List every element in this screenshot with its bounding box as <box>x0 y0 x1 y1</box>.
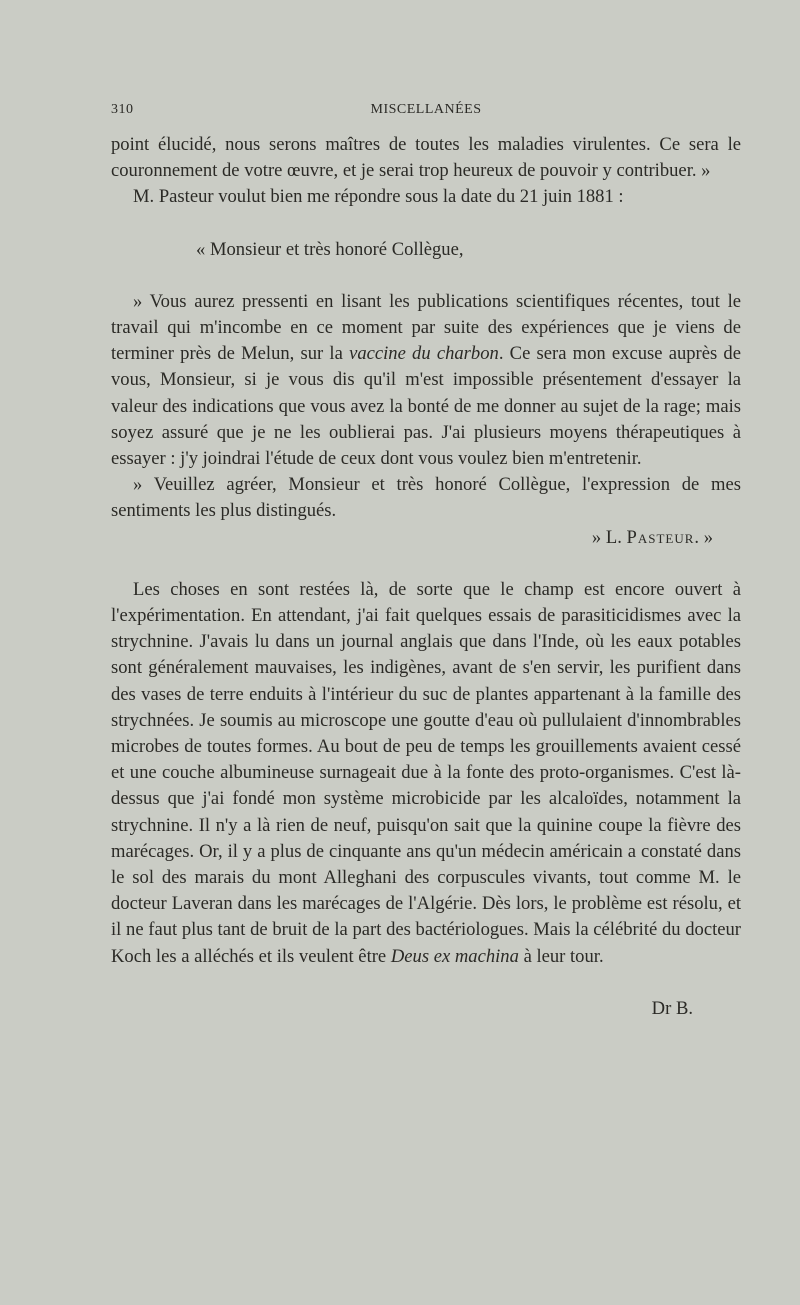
letter-signature <box>111 525 741 551</box>
paragraph <box>111 577 741 970</box>
italic-term: vaccine du charbon <box>349 343 499 365</box>
text-run: . Ce sera mon excuse auprès de vous, Monsieur, si je vous dis qu'il m'est impossible présentement d'essayer la valeur des indications que vous avez la bonté de me donner au sujet de la rage; mais soyez assuré que je ne les oublierai pas. J'ai plusieurs moyens thérapeutiques à essayer : j'y joindrai l'étude de ceux dont vous voulez bien m'entretenir. <box>111 343 741 470</box>
page-number: 310 <box>111 102 134 117</box>
text-run: Les choses en sont restées là, de sorte que le champ est encore ouvert à l'expérimentation. En attendant, j'ai fait quelques essais de parasiticidismes avec la strychnine. J'avais lu dans un journal anglais que dans l'Inde, où les eaux potables sont généralement mauvaises, les indigènes, avant de s'en servir, les purifient dans des vases de terre enduits à l'intérieur du suc de plantes appartenant à la famille des strychnées. Je soumis au microscope une goutte d'eau où pullulaient d'innombrables microbes de toutes formes. Au bout de peu de temps les grouillements avaient cessé et une couche albumineuse surnageait due à la fonte des proto-organismes. C'est là-dessus que j'ai fondé mon système microbicide par les alcaloïdes, notamment la strychnine. Il n'y a là rien de neuf, puisqu'on sait que la quinine coupe la fièvre des marécages. Or, il y a plus de cinquante ans qu'un médecin américain a constaté dans le sol des marais du mont Alleghani des corpuscules vivants, tout comme M. le docteur Laveran dans les marécages de l'Algérie. Dès lors, le problème est résolu, et il ne faut plus tant de bruit de la part des bactériologues. Mais la célébrité du docteur Koch les a alléchés et ils veulent être <box>111 578 741 967</box>
signature-name: Pasteur <box>626 526 695 548</box>
text-run: » L. <box>591 526 627 548</box>
letter-salutation: « Monsieur et très honoré Collègue, <box>196 238 464 260</box>
paragraph: point élucidé, nous serons maîtres de toutes les maladies virulentes. Ce sera le couronnement de votre œuvre, et je serai trop heureux de pouvoir y contribuer. » <box>111 134 741 182</box>
letter-paragraph: » Veuillez agréer, Monsieur et très honoré Collègue, l'expression de mes sentiments les plus distingués. <box>111 474 741 522</box>
text-run: . » <box>694 526 713 548</box>
body-text <box>111 132 741 1022</box>
paragraph: M. Pasteur voulut bien me répondre sous la date du 21 juin 1881 : <box>133 186 624 208</box>
author-signature: Dr B. <box>651 997 693 1019</box>
text-run: » Vous aurez pressenti en lisant les publications scientifiques récentes, tout le travail qui m'incombe en ce moment par suite des expériences que je viens de terminer près de Melun, sur la <box>111 290 741 365</box>
page-header <box>111 102 741 124</box>
running-title: MISCELLANÉES <box>370 102 482 117</box>
letter-paragraph <box>111 289 741 472</box>
italic-term: Deus ex machina <box>390 945 519 967</box>
text-run: à leur tour. <box>523 945 604 967</box>
